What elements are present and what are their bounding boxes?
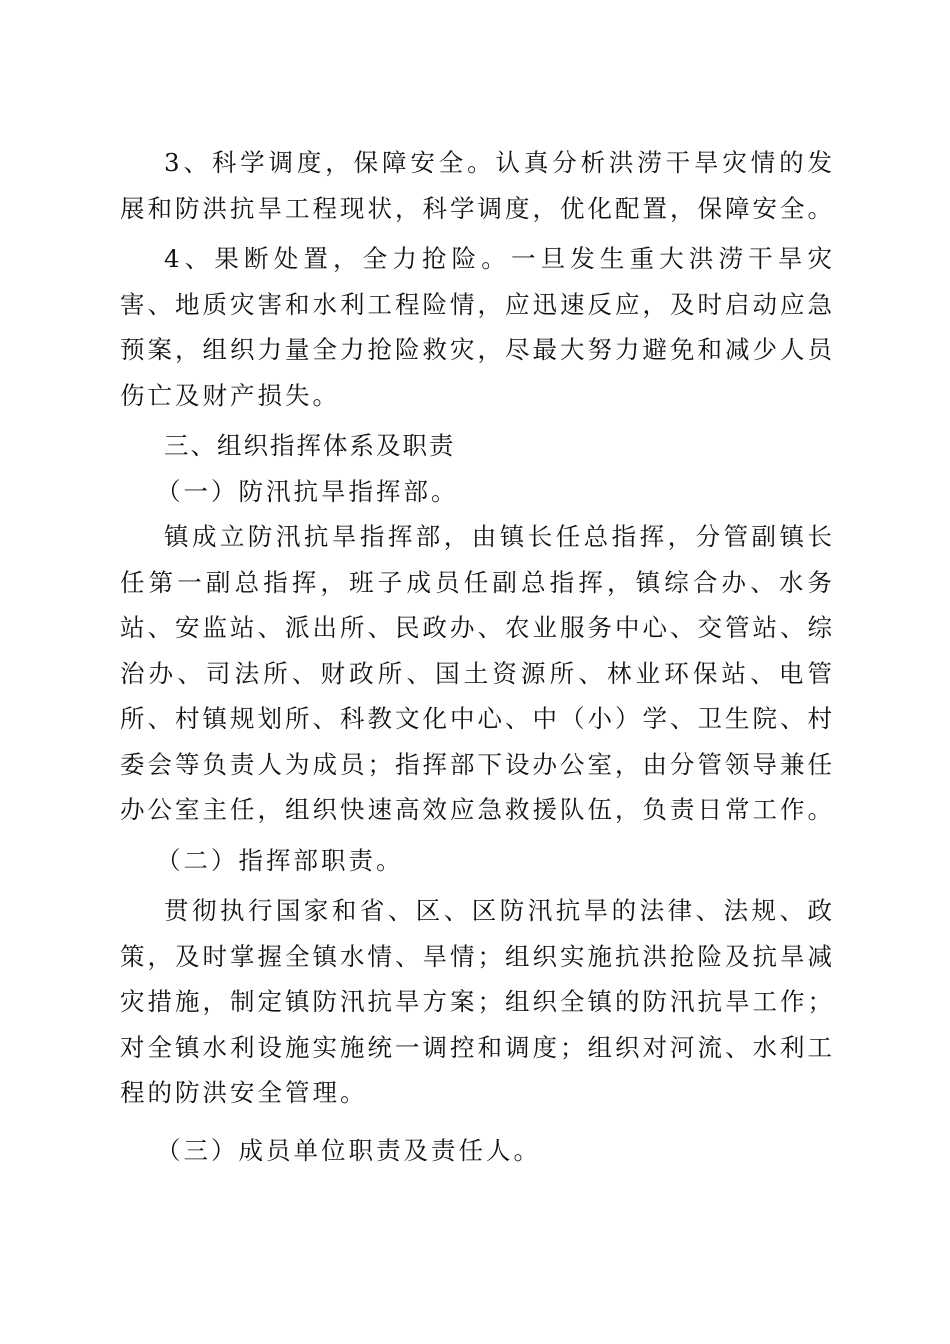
paragraph-decisive-action: 4、果断处置，全力抢险。一旦发生重大洪涝干旱灾害、地质灾害和水利工程险情，应迅速反应，及时启动应急预案，组织力量全力抢险救灾，尽最大努力避免和减少人员伤亡及财产损失。 <box>120 244 835 410</box>
paragraph-command-center-body: 镇成立防汛抗旱指挥部，由镇长任总指挥，分管副镇长任第一副总指挥，班子成员任副总指挥，镇综合办、水务站、安监站、派出所、民政办、农业服务中心、交管站、综治办、司法所、财政所、国土资源所、林业环保站、电管所、村镇规划所、科教文化中心、中（小）学、卫生院、村委会等负责人为成员；指挥部下设办公室，由分管领导兼任办公室主任，组织快速高效应急救援队伍，负责日常工作。 <box>120 522 835 824</box>
document-body <box>120 140 835 1173</box>
subheading-command-duties: （二）指挥部职责。 <box>156 845 404 875</box>
subheading-member-units: （三）成员单位职责及责任人。 <box>156 1135 541 1165</box>
paragraph-scientific-dispatch: 3、科学调度，保障安全。认真分析洪涝干旱灾情的发展和防洪抗旱工程现状，科学调度，优化配置，保障安全。 <box>120 148 835 223</box>
section-heading-organization: 三、组织指挥体系及职责 <box>164 431 456 460</box>
subheading-command-center: （一）防汛抗旱指挥部。 <box>156 476 459 506</box>
paragraph-command-duties-body: 贯彻执行国家和省、区、区防汛抗旱的法律、法规、政策，及时掌握全镇水情、旱情；组织实施抗洪抢险及抗旱减灾措施，制定镇防汛抗旱方案；组织全镇的防汛抗旱工作；对全镇水利设施实施统一调控和调度；组织对河流、水利工程的防洪安全管理。 <box>120 896 835 1107</box>
